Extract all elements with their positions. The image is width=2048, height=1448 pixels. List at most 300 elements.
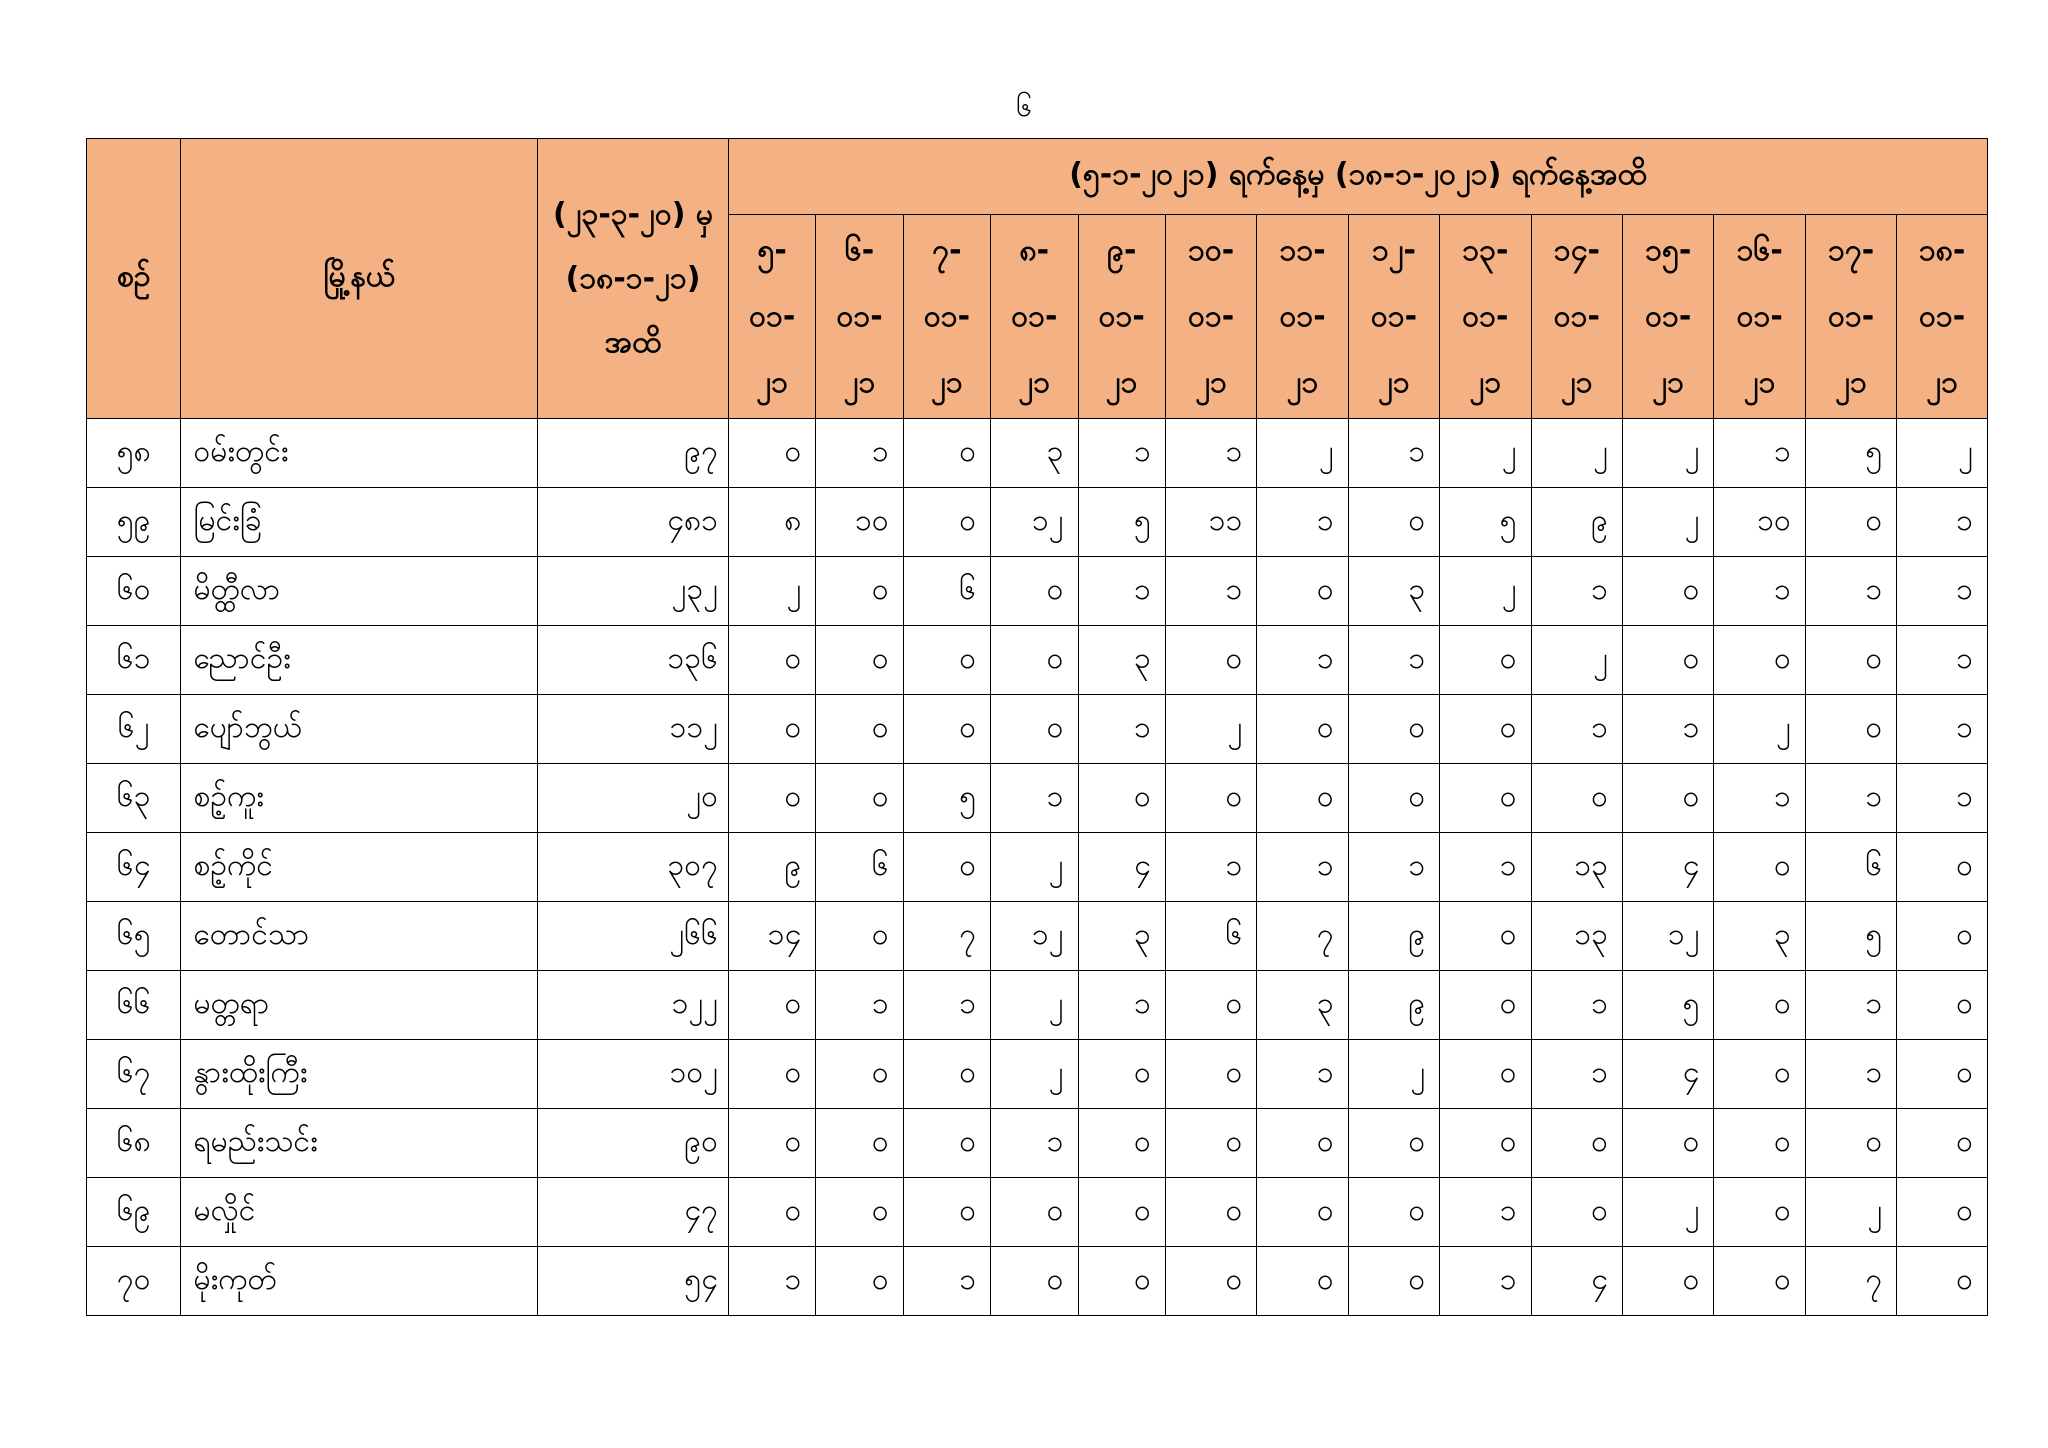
header-date-line: ၁၃- <box>1462 232 1509 268</box>
township-name: ဝမ်းတွင်း <box>181 419 538 488</box>
daily-cases: ၂ <box>1897 419 1988 488</box>
daily-cases: ၀ <box>816 902 903 971</box>
total-cases: ၄၈၁ <box>538 488 729 557</box>
total-cases: ၉၇ <box>538 419 729 488</box>
header-date <box>1078 215 1165 419</box>
daily-cases: ၅ <box>1805 419 1896 488</box>
row-number: ၅၉ <box>87 488 181 557</box>
daily-cases: ၅ <box>1805 902 1896 971</box>
township-name: ပျော်ဘွယ် <box>181 695 538 764</box>
daily-cases: ၃ <box>1257 971 1348 1040</box>
daily-cases: ၉ <box>1348 902 1439 971</box>
header-date-line: ၁၆- <box>1736 232 1783 268</box>
daily-cases: ၀ <box>1165 764 1256 833</box>
daily-cases: ၂ <box>1348 1040 1439 1109</box>
daily-cases: ၁ <box>1257 1040 1348 1109</box>
daily-cases: ၀ <box>728 1109 815 1178</box>
header-date-line: ၁၂- <box>1371 232 1416 268</box>
daily-cases: ၂ <box>991 971 1078 1040</box>
daily-cases: ၆ <box>816 833 903 902</box>
daily-cases: ၁ <box>1805 1040 1896 1109</box>
daily-cases: ၀ <box>816 1109 903 1178</box>
daily-cases: ၀ <box>991 695 1078 764</box>
row-number: ၆၄ <box>87 833 181 902</box>
row-number: ၆၇ <box>87 1040 181 1109</box>
daily-cases: ၇ <box>1257 902 1348 971</box>
daily-cases: ၆ <box>1165 902 1256 971</box>
daily-cases: ၁ <box>1078 557 1165 626</box>
daily-cases: ၀ <box>991 1178 1078 1247</box>
daily-cases: ၁၀ <box>816 488 903 557</box>
daily-cases: ၀ <box>1805 488 1896 557</box>
daily-cases: ၂ <box>1440 419 1531 488</box>
daily-cases: ၀ <box>991 626 1078 695</box>
header-date-line: ၁၄- <box>1553 232 1600 268</box>
table-row <box>87 1040 1988 1109</box>
row-number: ၆၁ <box>87 626 181 695</box>
header-date-line: ၀၁- <box>1736 298 1783 334</box>
daily-cases: ၀ <box>1623 557 1714 626</box>
daily-cases: ၀ <box>728 971 815 1040</box>
daily-cases: ၀ <box>903 1040 990 1109</box>
daily-cases: ၇ <box>1805 1247 1896 1316</box>
header-date <box>728 215 815 419</box>
township-name: မြင်းခြံ <box>181 488 538 557</box>
daily-cases: ၁ <box>991 764 1078 833</box>
daily-cases: ၂ <box>1623 419 1714 488</box>
daily-cases: ၀ <box>1531 1178 1622 1247</box>
daily-cases: ၀ <box>1165 626 1256 695</box>
daily-cases: ၅ <box>903 764 990 833</box>
daily-cases: ၂ <box>1440 557 1531 626</box>
header-date <box>1623 215 1714 419</box>
header-date-line: ၂၁ <box>1743 364 1776 400</box>
daily-cases: ၀ <box>1897 971 1988 1040</box>
daily-cases: ၂ <box>1805 1178 1896 1247</box>
daily-cases: ၀ <box>728 695 815 764</box>
daily-cases: ၁ <box>1165 557 1256 626</box>
daily-cases: ၀ <box>816 1247 903 1316</box>
header-date-line: ၉- <box>1107 232 1137 268</box>
daily-cases: ၁ <box>1714 557 1805 626</box>
header-date-line: ၂၁ <box>1195 364 1227 400</box>
daily-cases: ၀ <box>903 419 990 488</box>
header-date-line: ၀၁- <box>1370 298 1418 334</box>
daily-cases: ၁ <box>1714 764 1805 833</box>
daily-cases: ၀ <box>1348 695 1439 764</box>
header-date-line: ၂၁ <box>1652 364 1685 400</box>
daily-cases: ၁ <box>1165 833 1256 902</box>
header-total-line1: (၂၃-၃-၂၀) မှ <box>553 196 714 232</box>
daily-cases: ၄ <box>1078 833 1165 902</box>
header-township: မြို့နယ် <box>181 139 538 419</box>
daily-cases: ၀ <box>1897 1040 1988 1109</box>
township-name: စဉ့်ကူး <box>181 764 538 833</box>
total-cases: ၁၀၂ <box>538 1040 729 1109</box>
table-row <box>87 902 1988 971</box>
daily-cases: ၁ <box>816 419 903 488</box>
header-date-line: ၂၁ <box>843 364 876 400</box>
daily-cases: ၀ <box>1714 626 1805 695</box>
row-number: ၆၅ <box>87 902 181 971</box>
daily-cases: ၀ <box>816 764 903 833</box>
daily-cases: ၁ <box>1531 971 1622 1040</box>
table-row <box>87 1178 1988 1247</box>
daily-cases: ၀ <box>1623 1247 1714 1316</box>
daily-cases: ၀ <box>1348 764 1439 833</box>
daily-cases: ၀ <box>816 626 903 695</box>
daily-cases: ၁ <box>816 971 903 1040</box>
daily-cases: ၀ <box>1078 1040 1165 1109</box>
header-date-line: ၁၈- <box>1918 232 1966 268</box>
header-date-line: ၂၁ <box>756 364 788 400</box>
daily-cases: ၀ <box>1623 764 1714 833</box>
daily-cases: ၁၂ <box>991 902 1078 971</box>
table-row <box>87 557 1988 626</box>
total-cases: ၁၂၂ <box>538 971 729 1040</box>
daily-cases: ၀ <box>1257 1178 1348 1247</box>
daily-cases: ၁ <box>1257 626 1348 695</box>
daily-cases: ၄ <box>1531 1247 1622 1316</box>
daily-cases: ၁ <box>1897 626 1988 695</box>
daily-cases: ၁ <box>1078 695 1165 764</box>
header-date-line: ၅- <box>757 232 787 268</box>
daily-cases: ၃ <box>991 419 1078 488</box>
daily-cases: ၁ <box>1897 557 1988 626</box>
daily-cases: ၁ <box>903 971 990 1040</box>
total-cases: ၄၇ <box>538 1178 729 1247</box>
daily-cases: ၀ <box>1348 1247 1439 1316</box>
header-date <box>1257 215 1348 419</box>
header-date-line: ၂၁ <box>1835 364 1867 400</box>
table-row <box>87 1247 1988 1316</box>
daily-cases: ၃ <box>1348 557 1439 626</box>
daily-cases: ၀ <box>1714 833 1805 902</box>
header-date <box>1348 215 1439 419</box>
daily-cases: ၀ <box>1805 1109 1896 1178</box>
daily-cases: ၁ <box>903 1247 990 1316</box>
header-date <box>1531 215 1622 419</box>
total-cases: ၁၁၂ <box>538 695 729 764</box>
daily-cases: ၁၄ <box>728 902 815 971</box>
daily-cases: ၂ <box>1623 1178 1714 1247</box>
table-row <box>87 626 1988 695</box>
daily-cases: ၀ <box>1078 1247 1165 1316</box>
daily-cases: ၀ <box>903 833 990 902</box>
header-date-line: ၂၁ <box>1469 364 1502 400</box>
daily-cases: ၀ <box>1897 833 1988 902</box>
daily-cases: ၀ <box>1257 557 1348 626</box>
township-name: မိုးကုတ် <box>181 1247 538 1316</box>
daily-cases: ၀ <box>1078 1109 1165 1178</box>
daily-cases: ၀ <box>1440 902 1531 971</box>
daily-cases: ၁ <box>1897 764 1988 833</box>
header-date-line: ၁၁- <box>1279 232 1326 268</box>
daily-cases: ၀ <box>1348 1109 1439 1178</box>
daily-cases: ၀ <box>903 1109 990 1178</box>
daily-cases: ၃ <box>1078 626 1165 695</box>
daily-cases: ၀ <box>1714 1109 1805 1178</box>
header-date-line: ၀၁- <box>1011 298 1058 334</box>
daily-cases: ၀ <box>1897 1178 1988 1247</box>
row-number: ၆၀ <box>87 557 181 626</box>
daily-cases: ၄ <box>1623 1040 1714 1109</box>
township-name: ညောင်ဦး <box>181 626 538 695</box>
header-date-line: ၀၁- <box>1827 298 1875 334</box>
daily-cases: ၀ <box>816 695 903 764</box>
header-total <box>538 139 729 419</box>
header-total-line2: (၁၈-၁-၂၁) <box>565 260 701 296</box>
header-date <box>1714 215 1805 419</box>
daily-cases: ၀ <box>1805 695 1896 764</box>
daily-cases: ၀ <box>1714 1040 1805 1109</box>
daily-cases: ၀ <box>1897 1247 1988 1316</box>
township-name: ရမည်းသင်း <box>181 1109 538 1178</box>
daily-cases: ၁ <box>1348 626 1439 695</box>
daily-cases: ၀ <box>1714 971 1805 1040</box>
daily-cases: ၉ <box>1348 971 1439 1040</box>
daily-cases: ၀ <box>1257 1247 1348 1316</box>
township-name: မိတ္ထီလာ <box>181 557 538 626</box>
daily-cases: ၀ <box>1440 695 1531 764</box>
daily-cases: ၃ <box>1714 902 1805 971</box>
daily-cases: ၀ <box>1440 764 1531 833</box>
daily-cases: ၀ <box>1440 1040 1531 1109</box>
header-date-line: ၂၁ <box>1378 364 1410 400</box>
header-date-line: ၀၁- <box>1098 298 1145 334</box>
daily-cases: ၀ <box>1440 971 1531 1040</box>
daily-cases: ၁ <box>1623 695 1714 764</box>
daily-cases: ၀ <box>1623 626 1714 695</box>
header-date-line: ၂၁ <box>1286 364 1319 400</box>
daily-cases: ၀ <box>991 557 1078 626</box>
daily-cases: ၁ <box>1531 695 1622 764</box>
daily-cases: ၂ <box>1531 626 1622 695</box>
daily-cases: ၀ <box>1623 1109 1714 1178</box>
header-date-line: ၁၅- <box>1645 232 1692 268</box>
total-cases: ၂၃၂ <box>538 557 729 626</box>
daily-cases: ၉ <box>1531 488 1622 557</box>
header-date-line: ၀၁- <box>1188 298 1235 334</box>
daily-cases: ၄ <box>1623 833 1714 902</box>
header-date-line: ၂၁ <box>1561 364 1593 400</box>
daily-cases: ၁ <box>1714 419 1805 488</box>
daily-cases: ၀ <box>728 1040 815 1109</box>
township-name: စဉ့်ကိုင် <box>181 833 538 902</box>
header-date-line: ၁၇- <box>1827 232 1875 268</box>
daily-cases: ၀ <box>1897 1109 1988 1178</box>
daily-cases: ၂ <box>728 557 815 626</box>
header-date <box>903 215 990 419</box>
daily-cases: ၀ <box>816 1040 903 1109</box>
daily-cases: ၁၃ <box>1531 833 1622 902</box>
daily-cases: ၁ <box>1348 419 1439 488</box>
daily-cases: ၅ <box>1623 971 1714 1040</box>
total-cases: ၂၀ <box>538 764 729 833</box>
daily-cases: ၀ <box>1165 1040 1256 1109</box>
daily-cases: ၁ <box>1257 488 1348 557</box>
table-row <box>87 1109 1988 1178</box>
daily-cases: ၀ <box>728 764 815 833</box>
daily-cases: ၈ <box>728 488 815 557</box>
daily-cases: ၀ <box>1257 764 1348 833</box>
daily-cases: ၁ <box>1531 1040 1622 1109</box>
daily-cases: ၆ <box>903 557 990 626</box>
header-date <box>1440 215 1531 419</box>
table-row <box>87 971 1988 1040</box>
row-number: ၆၉ <box>87 1178 181 1247</box>
row-number: ၆၃ <box>87 764 181 833</box>
daily-cases: ၀ <box>1531 764 1622 833</box>
header-no: စဉ် <box>87 139 181 419</box>
daily-cases: ၂ <box>991 1040 1078 1109</box>
header-date-range: (၅-၁-၂၀၂၁) ရက်နေ့မှ (၁၈-၁-၂၀၂၁) ရက်နေ့အထိ <box>728 139 1987 215</box>
daily-cases: ၀ <box>1257 1109 1348 1178</box>
daily-cases: ၉ <box>728 833 815 902</box>
header-date-line: ၀၁- <box>1462 298 1509 334</box>
township-name: မတ္တရာ <box>181 971 538 1040</box>
daily-cases: ၀ <box>903 1178 990 1247</box>
header-date <box>991 215 1078 419</box>
header-date-line: ၂၁ <box>931 364 963 400</box>
row-number: ၅၈ <box>87 419 181 488</box>
header-date-line: ၇- <box>932 232 962 268</box>
daily-cases: ၀ <box>1165 1109 1256 1178</box>
table-body <box>87 419 1988 1316</box>
page-number: ၆ <box>1016 90 1032 123</box>
header-date-line: ၈- <box>1019 232 1050 268</box>
table-row <box>87 695 1988 764</box>
daily-cases: ၀ <box>1897 902 1988 971</box>
daily-cases: ၁ <box>1897 695 1988 764</box>
header-date-line: ၂၁ <box>1018 364 1051 400</box>
total-cases: ၃၀၇ <box>538 833 729 902</box>
daily-cases: ၁ <box>1440 833 1531 902</box>
daily-cases: ၁ <box>991 1109 1078 1178</box>
daily-cases: ၁ <box>1440 1178 1531 1247</box>
daily-cases: ၃ <box>1078 902 1165 971</box>
daily-cases: ၁၂ <box>991 488 1078 557</box>
header-date <box>1897 215 1988 419</box>
table-row <box>87 419 1988 488</box>
daily-cases: ၀ <box>1165 971 1256 1040</box>
daily-cases: ၁ <box>1078 971 1165 1040</box>
daily-cases: ၀ <box>1714 1178 1805 1247</box>
daily-cases: ၁ <box>1348 833 1439 902</box>
daily-cases: ၁ <box>1440 1247 1531 1316</box>
header-date-line: ၀၁- <box>749 298 796 334</box>
daily-cases: ၁၀ <box>1714 488 1805 557</box>
table-row <box>87 833 1988 902</box>
daily-cases: ၁ <box>1805 557 1896 626</box>
daily-cases: ၀ <box>1805 626 1896 695</box>
daily-cases: ၁ <box>1805 764 1896 833</box>
daily-cases: ၁ <box>728 1247 815 1316</box>
daily-cases: ၀ <box>1165 1247 1256 1316</box>
daily-cases: ၂ <box>1165 695 1256 764</box>
daily-cases: ၅ <box>1440 488 1531 557</box>
daily-cases: ၀ <box>991 1247 1078 1316</box>
daily-cases: ၂ <box>1623 488 1714 557</box>
daily-cases: ၀ <box>728 1178 815 1247</box>
daily-cases: ၀ <box>728 626 815 695</box>
header-total-line3: အထိ <box>604 324 662 360</box>
header-date-line: ၆- <box>844 232 875 268</box>
daily-cases: ၅ <box>1078 488 1165 557</box>
daily-cases: ၀ <box>1440 1109 1531 1178</box>
header-date-line: ၀၁- <box>1279 298 1326 334</box>
daily-cases: ၁၂ <box>1623 902 1714 971</box>
daily-cases: ၁ <box>1165 419 1256 488</box>
row-number: ၆၂ <box>87 695 181 764</box>
daily-cases: ၀ <box>1165 1178 1256 1247</box>
header-date-line: ၀၁- <box>923 298 971 334</box>
header-date-line: ၀၁- <box>1553 298 1600 334</box>
daily-cases: ၀ <box>1348 1178 1439 1247</box>
daily-cases: ၂ <box>1714 695 1805 764</box>
total-cases: ၂၆၆ <box>538 902 729 971</box>
daily-cases: ၀ <box>903 488 990 557</box>
township-name: နွားထိုးကြီး <box>181 1040 538 1109</box>
header-date-line: ၀၁- <box>1919 298 1966 334</box>
daily-cases: ၁၃ <box>1531 902 1622 971</box>
header-date-line: ၂၁ <box>1926 364 1958 400</box>
row-number: ၇၀ <box>87 1247 181 1316</box>
daily-cases: ၀ <box>816 557 903 626</box>
daily-cases: ၀ <box>1348 488 1439 557</box>
daily-cases: ၁ <box>1531 557 1622 626</box>
table-row <box>87 488 1988 557</box>
row-number: ၆၆ <box>87 971 181 1040</box>
header-date-line: ၀၁- <box>1645 298 1692 334</box>
daily-cases: ၇ <box>903 902 990 971</box>
daily-cases: ၀ <box>1257 695 1348 764</box>
header-date <box>1805 215 1896 419</box>
daily-cases: ၀ <box>728 419 815 488</box>
daily-cases: ၀ <box>1440 626 1531 695</box>
total-cases: ၉၀ <box>538 1109 729 1178</box>
daily-cases: ၂ <box>991 833 1078 902</box>
daily-cases: ၀ <box>1078 1178 1165 1247</box>
header-date <box>816 215 903 419</box>
daily-cases: ၀ <box>816 1178 903 1247</box>
header-date-line: ၁၀- <box>1188 232 1235 268</box>
table-row <box>87 764 1988 833</box>
daily-cases: ၀ <box>1078 764 1165 833</box>
daily-cases: ၁ <box>1805 971 1896 1040</box>
header-date-line: ၀၁- <box>836 298 883 334</box>
township-name: တောင်သာ <box>181 902 538 971</box>
row-number: ၆၈ <box>87 1109 181 1178</box>
header-date-line: ၂၁ <box>1105 364 1138 400</box>
daily-cases: ၆ <box>1805 833 1896 902</box>
daily-cases: ၁၁ <box>1165 488 1256 557</box>
daily-cases: ၁ <box>1897 488 1988 557</box>
header-date <box>1165 215 1256 419</box>
total-cases: ၁၃၆ <box>538 626 729 695</box>
township-name: မလှိုင် <box>181 1178 538 1247</box>
daily-cases: ၀ <box>1531 1109 1622 1178</box>
daily-cases: ၀ <box>1714 1247 1805 1316</box>
daily-cases: ၀ <box>903 695 990 764</box>
daily-cases: ၁ <box>1257 833 1348 902</box>
data-table <box>86 138 1988 1316</box>
total-cases: ၅၄ <box>538 1247 729 1316</box>
daily-cases: ၂ <box>1257 419 1348 488</box>
daily-cases: ၁ <box>1078 419 1165 488</box>
daily-cases: ၀ <box>903 626 990 695</box>
daily-cases: ၂ <box>1531 419 1622 488</box>
